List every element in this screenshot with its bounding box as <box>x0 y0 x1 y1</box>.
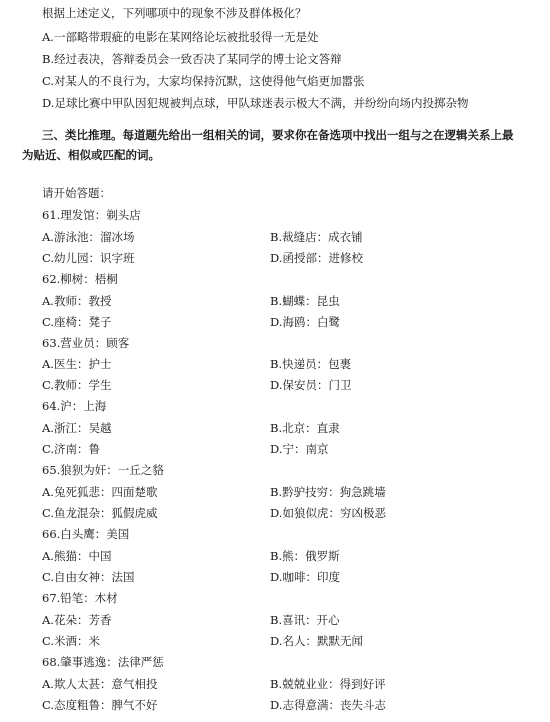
intro-option-a: A.一部略带瑕疵的电影在某网络论坛被批驳得一无是处 <box>42 30 319 44</box>
option-d: D.志得意满：丧失斗志 <box>270 698 386 712</box>
option-b: B.熊：俄罗斯 <box>270 549 340 563</box>
option-row <box>42 421 540 435</box>
intro-option-c: C.对某人的不良行为，大家均保持沉默，这使得他气焰更加嚣张 <box>42 74 365 88</box>
option-c: C.自由女神：法国 <box>42 570 135 584</box>
option-b: B.裁缝店：成衣铺 <box>270 230 363 244</box>
intro-option-b: B.经过表决，答辩委员会一致否决了某同学的博士论文答辩 <box>42 52 342 66</box>
question-stem: 65.狼狈为奸：一丘之貉 <box>42 463 164 477</box>
option-row <box>42 357 540 371</box>
option-b: B.北京：直隶 <box>270 421 340 435</box>
option-row <box>42 315 540 329</box>
option-a: A.教师：教授 <box>42 294 112 308</box>
option-row <box>42 230 540 244</box>
option-c: C.幼儿园：识字班 <box>42 251 135 265</box>
option-a: A.兔死狐悲：四面楚歌 <box>42 485 158 499</box>
option-row <box>42 378 540 392</box>
option-row <box>42 442 540 456</box>
question-stem: 68.肇事逃逸：法律严惩 <box>42 655 164 669</box>
option-d: D.咖啡：印度 <box>270 570 340 584</box>
option-a: A.熊猫：中国 <box>42 549 112 563</box>
option-c: C.济南：鲁 <box>42 442 101 456</box>
option-d: D.如狼似虎：穷凶极恶 <box>270 506 386 520</box>
option-b: B.黔驴技穷：狗急跳墙 <box>270 485 386 499</box>
option-b: B.蝴蝶：昆虫 <box>270 294 340 308</box>
option-row <box>42 570 540 584</box>
option-d: D.海鸥：白鹭 <box>270 315 340 329</box>
question-stem: 66.白头鹰：美国 <box>42 527 130 541</box>
option-d: D.名人：默默无闻 <box>270 634 363 648</box>
option-a: A.游泳池：溜冰场 <box>42 230 135 244</box>
option-row <box>42 251 540 265</box>
start-prompt: 请开始答题： <box>42 186 111 200</box>
option-row <box>42 677 540 691</box>
intro-option-d: D.足球比赛中甲队因犯规被判点球，甲队球迷表示极大不满，并纷纷向场内投掷杂物 <box>42 96 469 110</box>
option-a: A.花朵：芳香 <box>42 613 112 627</box>
option-b: B.喜讯：开心 <box>270 613 340 627</box>
question-stem: 64.沪：上海 <box>42 399 107 413</box>
question-stem: 67.铅笔：木材 <box>42 591 118 605</box>
option-c: C.教师：学生 <box>42 378 112 392</box>
option-row <box>42 549 540 563</box>
question-stem: 63.营业员：顾客 <box>42 336 130 350</box>
section-heading-line2: 为贴近、相似或匹配的词。 <box>22 148 160 162</box>
option-row <box>42 613 540 627</box>
option-a: A.欺人太甚：意气相投 <box>42 677 158 691</box>
question-stem: 62.柳树：梧桐 <box>42 272 118 286</box>
option-c: C.米酒：米 <box>42 634 101 648</box>
option-row <box>42 294 540 308</box>
option-d: D.函授部：进修校 <box>270 251 363 265</box>
option-c: C.鱼龙混杂：狐假虎威 <box>42 506 158 520</box>
option-row <box>42 634 540 648</box>
option-row <box>42 506 540 520</box>
section-heading-line1: 三、类比推理。每道题先给出一组相关的词，要求你在备选项中找出一组与之在逻辑关系上最 <box>42 128 514 142</box>
option-row <box>42 485 540 499</box>
option-d: D.宁：南京 <box>270 442 329 456</box>
option-a: A.医生：护士 <box>42 357 112 371</box>
intro-question-stem: 根据上述定义，下列哪项中的现象不涉及群体极化？ <box>42 6 307 20</box>
option-a: A.浙江：吴越 <box>42 421 112 435</box>
option-d: D.保安员：门卫 <box>270 378 352 392</box>
question-stem: 61.理发馆：剃头店 <box>42 208 141 222</box>
option-row <box>42 698 540 712</box>
option-b: B.快递员：包裹 <box>270 357 352 371</box>
option-b: B.兢兢业业：得到好评 <box>270 677 386 691</box>
option-c: C.座椅：凳子 <box>42 315 112 329</box>
option-c: C.态度粗鲁：脾气不好 <box>42 698 158 712</box>
